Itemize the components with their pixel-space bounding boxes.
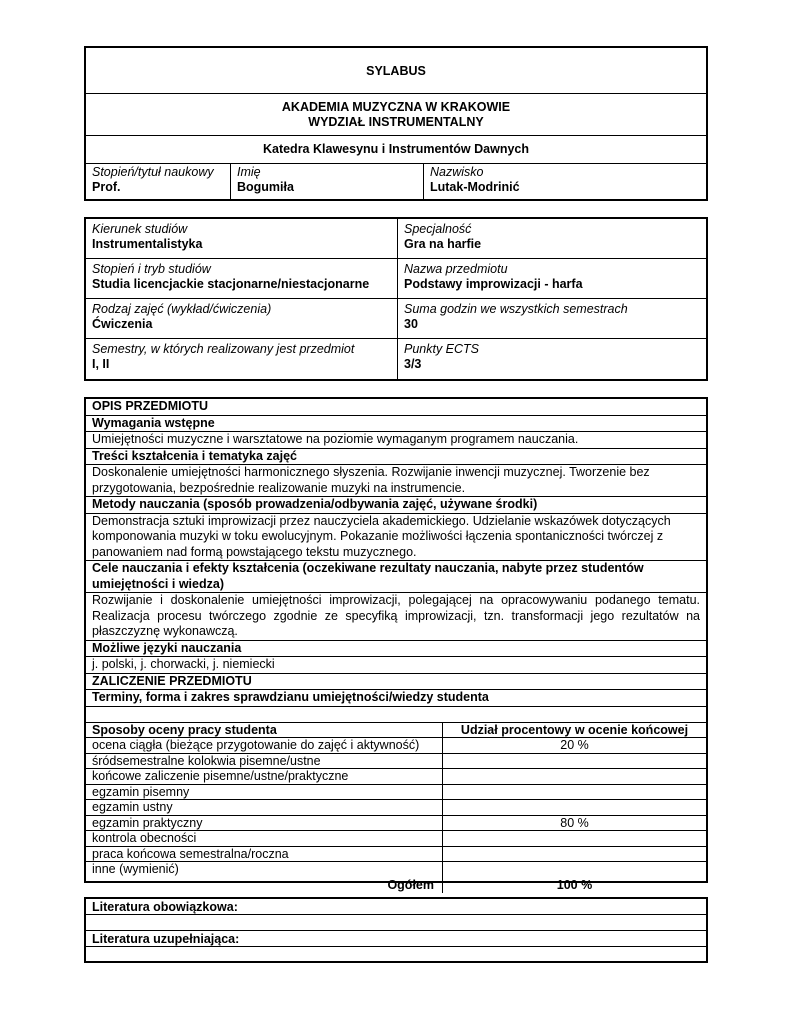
surname-cell — [424, 164, 706, 199]
grading-share — [443, 831, 706, 846]
content-text: Doskonalenie umiejętności harmonicznego słyszenia. Rozwijanie inwencji muzycznej. Tworzenie bez przygotowania, bezpośrednie realizowanie muzyki na instrumencie. — [86, 465, 706, 497]
hours-label: Suma godzin we wszystkich semestrach — [404, 302, 628, 316]
grading-method: ocena ciągła (bieżące przygotowanie do zajęć i aktywność) — [86, 738, 443, 753]
description-block — [84, 397, 708, 892]
semesters-cell — [86, 339, 398, 379]
spec-value: Gra na harfie — [404, 237, 482, 251]
grading-header — [86, 723, 706, 739]
grading-method: inne (wymienić) — [86, 862, 443, 878]
spec-cell — [398, 219, 706, 258]
type-value: Ćwiczenia — [92, 317, 153, 331]
grading-row — [86, 738, 706, 754]
subject-label: Nazwa przedmiotu — [404, 262, 508, 276]
grading-method: końcowe zaliczenie pisemne/ustne/praktyczne — [86, 769, 443, 784]
required-literature-text — [86, 915, 706, 931]
grading-row — [86, 769, 706, 785]
subject-cell — [398, 259, 706, 298]
subject-value: Podstawy improwizacji - harfa — [404, 277, 583, 291]
ects-cell — [398, 339, 706, 379]
field-label: Kierunek studiów — [92, 222, 188, 236]
course-info-block — [84, 217, 708, 381]
grading-row — [86, 816, 706, 832]
grading-method: egzamin praktyczny — [86, 816, 443, 831]
terms-text — [86, 707, 706, 723]
supplementary-literature-label: Literatura uzupełniająca: — [86, 931, 706, 947]
grading-share — [443, 769, 706, 784]
supplementary-literature-text — [86, 947, 706, 963]
hours-cell — [398, 299, 706, 338]
grading-share — [443, 847, 706, 862]
name-label: Imię — [237, 165, 261, 179]
level-label: Stopień i tryb studiów — [92, 262, 211, 276]
faculty-name: WYDZIAŁ INSTRUMENTALNY — [308, 115, 484, 129]
pass-heading: ZALICZENIE PRZEDMIOTU — [86, 674, 706, 691]
grading-col-method: Sposoby oceny pracy studenta — [86, 723, 443, 738]
grading-method: egzamin pisemny — [86, 785, 443, 800]
requirements-text: Umiejętności muzyczne i warsztatowe na poziomie wymaganym programem nauczania. — [86, 432, 706, 449]
degree-label: Stopień/tytuł naukowy — [92, 165, 214, 179]
teacher-row — [86, 164, 706, 199]
description-heading: OPIS PRZEDMIOTU — [86, 399, 706, 416]
methods-text: Demonstracja sztuki improwizacji przez nauczyciela akademickiego. Udzielanie wskazówek dotyczących komponowania muzyki w toku ewolucyjnym. Pokazanie możliwości łączenia spontaniczności twórczej z panowaniem nad formą powstającego tekstu muzycznego. — [86, 514, 706, 562]
grading-col-share: Udział procentowy w ocenie końcowej — [460, 722, 689, 737]
name-value: Bogumiła — [237, 180, 294, 194]
total-value: 100 % — [556, 877, 593, 892]
info-row — [86, 219, 706, 259]
grading-row — [86, 785, 706, 801]
level-cell — [86, 259, 398, 298]
degree-cell — [86, 164, 231, 199]
grading-share — [443, 754, 706, 769]
grading-row — [86, 831, 706, 847]
header-block — [84, 46, 708, 201]
grading-share: 20 % — [560, 738, 589, 752]
methods-heading: Metody nauczania (sposób prowadzenia/odbywania zajęć, używane środki) — [86, 497, 706, 514]
grading-method: kontrola obecności — [86, 831, 443, 846]
surname-label: Nazwisko — [430, 165, 484, 179]
department-name: Katedra Klawesynu i Instrumentów Dawnych — [86, 136, 706, 164]
info-row — [86, 299, 706, 339]
grading-share — [443, 800, 706, 815]
grading-row — [86, 862, 706, 878]
surname-value: Lutak-Modrinić — [430, 180, 520, 194]
name-cell — [231, 164, 424, 199]
goals-heading: Cele nauczania i efekty kształcenia (oczekiwane rezultaty nauczania, nabyte przez studentów umiejętności i wiedza) — [86, 561, 706, 593]
semesters-label: Semestry, w których realizowany jest przedmiot — [92, 342, 355, 356]
grading-share — [443, 862, 706, 878]
level-value: Studia licencjackie stacjonarne/niestacjonarne — [92, 277, 370, 291]
semesters-value: I, II — [92, 357, 110, 371]
grading-row — [86, 800, 706, 816]
literature-block — [84, 897, 708, 963]
field-cell — [86, 219, 398, 258]
languages-heading: Możliwe języki nauczania — [86, 641, 706, 658]
ects-label: Punkty ECTS — [404, 342, 480, 356]
grading-row — [86, 754, 706, 770]
content-heading: Treści kształcenia i tematyka zajęć — [86, 449, 706, 466]
institution — [86, 94, 706, 136]
grading-method: egzamin ustny — [86, 800, 443, 815]
degree-value: Prof. — [92, 180, 121, 194]
requirements-heading: Wymagania wstępne — [86, 416, 706, 433]
terms-heading: Terminy, forma i zakres sprawdzianu umiejętności/wiedzy studenta — [86, 690, 706, 707]
grading-share — [443, 785, 706, 800]
grading-row — [86, 847, 706, 863]
required-literature-label: Literatura obowiązkowa: — [86, 899, 706, 915]
hours-value: 30 — [404, 317, 418, 331]
info-row — [86, 339, 706, 379]
grading-share: 80 % — [560, 815, 589, 830]
grading-total — [86, 878, 706, 894]
field-value: Instrumentalistyka — [92, 237, 203, 251]
total-label: Ogółem — [86, 878, 443, 894]
goals-text: Rozwijanie i doskonalenie umiejętności improwizacji, polegającej na opracowywaniu podanego tematu. Realizacja procesu twórczego zgodnie ze specyfiką improwizacji, tzn. transformacji jego rezultatów na płaszczyznę wykonawczą. — [86, 593, 706, 641]
languages-text: j. polski, j. chorwacki, j. niemiecki — [86, 657, 706, 674]
grading-table — [86, 723, 706, 894]
spec-label: Specjalność — [404, 222, 472, 236]
type-label: Rodzaj zajęć (wykład/ćwiczenia) — [92, 302, 272, 316]
academy-name: AKADEMIA MUZYCZNA W KRAKOWIE — [281, 100, 511, 114]
grading-method: praca końcowa semestralna/roczna — [86, 847, 443, 862]
ects-value: 3/3 — [404, 357, 422, 371]
grading-method: śródsemestralne kolokwia pisemne/ustne — [86, 754, 443, 769]
type-cell — [86, 299, 398, 338]
doc-title: SYLABUS — [86, 48, 706, 94]
info-row — [86, 259, 706, 299]
